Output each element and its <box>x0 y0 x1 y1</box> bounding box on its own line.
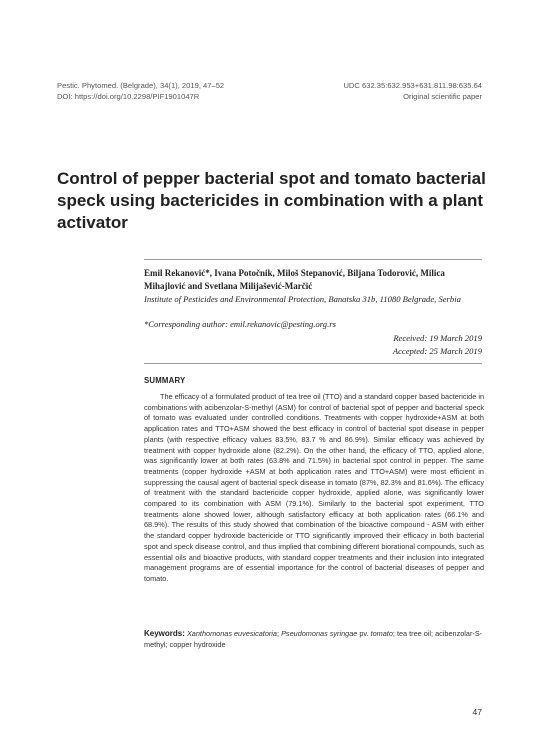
journal-citation <box>57 80 224 102</box>
paper-type: Original scientific paper <box>403 92 482 101</box>
udc-line: UDC 632.35:632.953+631.811.98:635.64 <box>343 81 482 90</box>
author-line-1: Emil Rekanović*, Ivana Potočnik, Miloš Stepanović, Biljana Todorović, Milica <box>144 268 445 278</box>
summary-heading: SUMMARY <box>144 376 186 385</box>
doi-line[interactable]: DOI: https://doi.org/10.2298/PIF1901047R <box>57 92 200 101</box>
affiliation: Institute of Pesticides and Environmental Protection, Banatska 31b, 11080 Belgrade, Serbia <box>144 294 461 304</box>
divider-top <box>144 259 482 260</box>
submission-dates <box>393 332 482 358</box>
classification <box>343 80 482 102</box>
author-line-2: Mihajlović and Svetlana Milijašević-Marčić <box>144 281 313 291</box>
paper-title: Control of pepper bacterial spot and tomato bacterial speck using bactericides in combination with a plant activator <box>57 169 486 232</box>
divider-bottom <box>144 363 482 364</box>
page-number: 47 <box>472 707 482 717</box>
keyword-xanthomonas: Xanthomonas euvesicatoria <box>186 629 277 638</box>
keyword-pathovar: tomato <box>370 629 393 638</box>
summary-text: The efficacy of a formulated product of tea tree oil (TTO) and a standard copper based bactericide in combinations with acibenzolar-S-methyl (ASM) for control of bacterial spot of pepper and bacterial speck of tomato was evaluated under controlled conditions. Treatments with copper hydroxide+ASM at both application rates and TTO+ASM showed the best efficacy in control of bacterial spot disease in pepper plants (with respective efficacy values 83.5%, 83.7 % and 86.9%). Similar efficacy was achieved by treatment with copper hydroxide alone (82.2%). On the other hand, the efficacy of TTO, applied alone, was significantly lower at both rates (63.8% and 71.5%) in bacterial spot control in pepper. The same treatments (copper hydroxide +ASM at both application rates and TTO+ASM) were most efficient in suppressing the causal agent of bacterial speck disease in tomato (87%, 82.3% and 81.6%). The efficacy of treatment with the standard bactericide copper hydroxide, applied alone, was significantly lower compared to its combination with ASM (79.1%). Similarly to the bacterial spot experiment, TTO treatments alone showed lower, although satisfactory efficacy at both application rates (66.1% and 68.9%). The results of this study showed that combination of the bioactive compound - ASM with either the standard copper hydroxide bactericide or TTO significantly improved their efficacy in both bacterial spot and speck disease control, and thus implied that combining different biorational compounds, such as essential oils and bioactive products, with standard copper treatments and their inclusion into integrated management programs are of essential importance for the control of bacterial diseases of pepper and tomato. <box>144 392 484 583</box>
keyword-pseudomonas: Pseudomonas syringae <box>281 629 358 638</box>
author-list <box>144 267 484 293</box>
keywords <box>144 628 484 650</box>
journal-line: Pestic. Phytomed. (Belgrade), 34(1), 2019, 47–52 <box>57 81 225 90</box>
keyword-pv: pv. <box>357 629 371 638</box>
keyword-rest: ; tea tree oil; acibenzolar-S-methyl; copper hydroxide <box>144 629 483 649</box>
accepted-date: Accepted: 25 March 2019 <box>392 346 482 356</box>
corresponding-author[interactable]: *Corresponding author: emil.rekanovic@pesting.org.rs <box>144 319 336 329</box>
keywords-label: Keywords: <box>144 629 185 638</box>
received-date: Received: 19 March 2019 <box>393 333 482 343</box>
keyword-separator: ; <box>277 629 282 638</box>
